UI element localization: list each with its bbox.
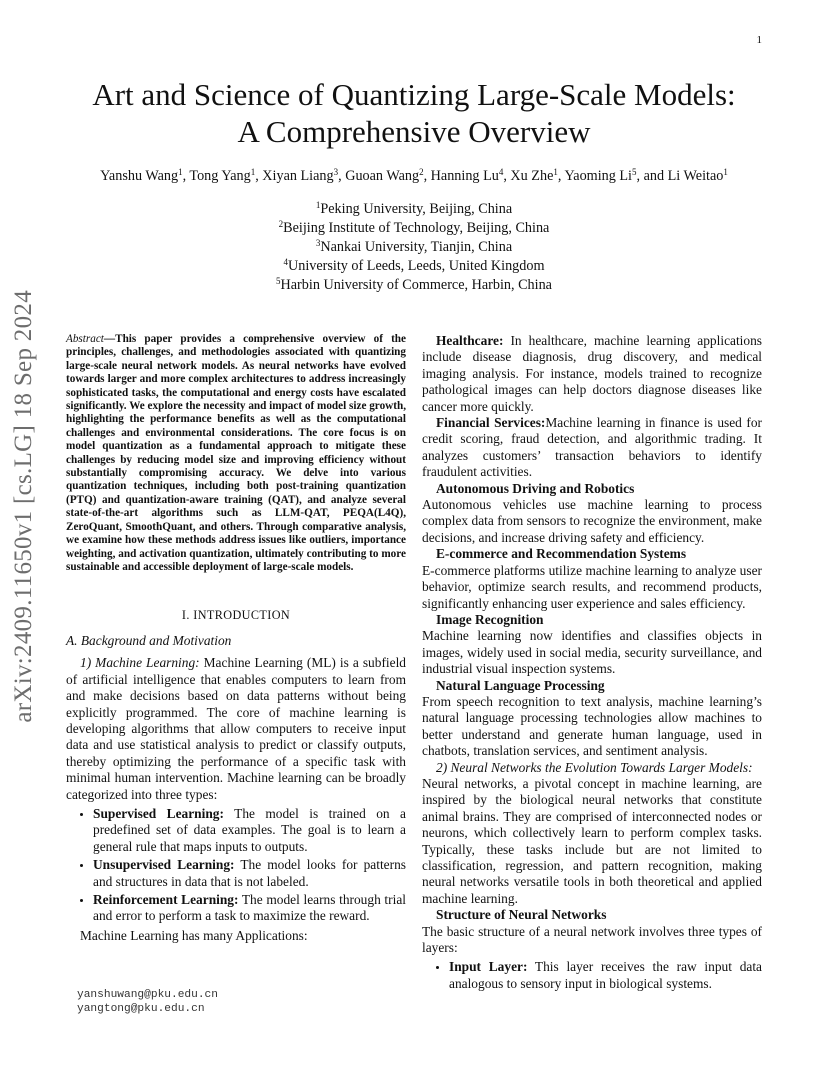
finance-paragraph: Financial Services:Machine learning in finance is used for credit scoring, fraud detection, and algorithmic trading. It analyzes customers’ transaction behaviors to identify fraudulent activities. <box>422 415 762 480</box>
neural-networks-text: Neural networks, a pivotal concept in machine learning, are inspired by the biological neural networks that constitute animal brains. They are comprised of interconnected nodes or neurons, which collectively learn to perform complex tasks. Typically, these tasks include but are not limited to classification, regression, and pattern recognition, making neural networks versatile tools in both theoretical and applied machine learning. <box>422 775 762 906</box>
author-list <box>0 168 828 185</box>
paper-title <box>0 76 828 150</box>
list-item: • Unsupervised Learning: The model looks for patterns and structures in data that is not labeled. <box>93 857 406 890</box>
applications-intro: Machine Learning has many Applications: <box>80 927 308 943</box>
author: Li Weitao$^1$ <box>667 167 728 184</box>
application-heading: Image Recognition <box>436 611 544 627</box>
application-heading: Autonomous Driving and Robotics <box>436 480 635 496</box>
affiliation: $^5$Harbin University of Commerce, Harbin, China <box>276 276 552 293</box>
author: Guoan Wang$^2$, <box>345 167 431 184</box>
right-column <box>422 333 762 995</box>
structure-text: The basic structure of a neural network involves three types of layers: <box>422 923 762 956</box>
healthcare-paragraph: Healthcare: In healthcare, machine learning applications include disease diagnosis, drug discovery, and medical imaging analysis. For instance, models trained to recognize pathological images can help doctors diagnose diseases like cancer more quickly. <box>422 333 762 414</box>
author: Tong Yang$^1$, <box>189 167 263 184</box>
list-item: • Reinforcement Learning: The model learns through trial and error to perform a task to maximize the reward. <box>93 892 406 925</box>
author: Xu Zhe$^1$, <box>510 167 565 184</box>
affiliation: $^2$Beijing Institute of Technology, Beijing, China <box>278 219 550 236</box>
abstract <box>66 333 406 574</box>
title-line-2: A Comprehensive Overview <box>237 114 591 149</box>
author: Yaoming Li$^5$, and <box>564 167 668 184</box>
affiliation: $^4$University of Leeds, Leeds, United Kingdom <box>283 257 545 274</box>
email: yangtong@pku.edu.cn <box>77 1003 205 1015</box>
list-item: • Supervised Learning: The model is trained on a predefined set of data examples. The goal is to learn a general rule that maps inputs to outputs. <box>93 806 406 855</box>
subsection-heading: A. Background and Motivation <box>66 633 232 649</box>
application-text: Autonomous vehicles use machine learning to process complex data from sensors to recognize the environment, make decisions, and increase driving safety and efficiency. <box>422 497 762 545</box>
email: yanshuwang@pku.edu.cn <box>77 989 218 1001</box>
machine-learning-paragraph: 1) Machine Learning: Machine Learning (ML) is a subfield of artificial intelligence that enables computers to learn from and make decisions based on data patterns without being explicitly programmed. The core of machine learning is developing algorithms that allow computers to receive input data and use statistical analysis to predict or classify outputs, thereby optimizing the performance of a specific task with minimal human intervention. Machine learning can be broadly categorized into three types: <box>66 655 406 802</box>
abstract-text: —This paper provides a comprehensive overview of the principles, challenges, and methodologies associated with quantizing large-scale neural network models. As neural networks have evolved towards larger and more complex architectures to address increasingly sophisticated tasks, the computational and energy costs have escalated significantly. We explore the necessity and impact of model size growth, highlighting the performance benefits as well as the computational challenges and environmental considerations. The core focus is on model quantization as a fundamental approach to mitigate these challenges by reducing model size and improving efficiency without substantially compromising accuracy. We delve into various quantization techniques, including both post-training quantization (PTQ) and quantization-aware training (QAT), and analyze several state-of-the-art algorithms such as LLM-QAT, PEQA(L4Q), ZeroQuant, SmoothQuant, and others. Through comparative analysis, we examine how these methods address issues like outliers, importance weighting, and activation quantization, ultimately contributing to more sustainable and accessible deployment of large-scale models. <box>66 333 406 573</box>
ml-types-list <box>66 806 406 925</box>
author: Hanning Lu$^4$, <box>430 167 511 184</box>
list-item: • Input Layer: This layer receives the raw input data analogous to sensory input in biological systems. <box>449 959 762 992</box>
section-heading-introduction: I. INTRODUCTION <box>181 608 291 623</box>
left-column <box>66 333 406 944</box>
layers-list <box>422 959 762 992</box>
neural-networks-paragraph: 2) Neural Networks the Evolution Towards Larger Models: <box>436 759 753 775</box>
application-heading: E-commerce and Recommendation Systems <box>436 546 687 562</box>
author: Xiyan Liang$^3$, <box>262 167 346 184</box>
author: Yanshu Wang$^1$, <box>100 167 190 184</box>
application-heading: Natural Language Processing <box>436 677 605 693</box>
application-text: Machine learning now identifies and classifies objects in images, widely used in social media, security surveillance, and industrial visual inspection systems. <box>422 628 762 677</box>
affiliation-list <box>0 200 828 295</box>
affiliation: $^1$Peking University, Beijing, China <box>315 200 513 217</box>
abstract-label: Abstract <box>66 333 104 345</box>
structure-heading: Structure of Neural Networks <box>436 907 607 923</box>
title-line-1: Art and Science of Quantizing Large-Scale Models: <box>92 77 736 112</box>
page-number: 1 <box>756 34 762 46</box>
application-text: From speech recognition to text analysis, machine learning’s natural language processing technologies allow machines to better understand and generate human language, used in chatbots, translation services, and sentiment analysis. <box>422 693 762 759</box>
arxiv-stamp: arXiv:2409.11650v1 [cs.LG] 18 Sep 2024 <box>10 290 37 723</box>
footnote-emails <box>77 988 218 1016</box>
affiliation: $^3$Nankai University, Tianjin, China <box>315 238 513 255</box>
application-text: E-commerce platforms utilize machine learning to analyze user behavior, optimize search results, and recommend products, significantly enhancing user experience and sales efficiency. <box>422 562 762 611</box>
